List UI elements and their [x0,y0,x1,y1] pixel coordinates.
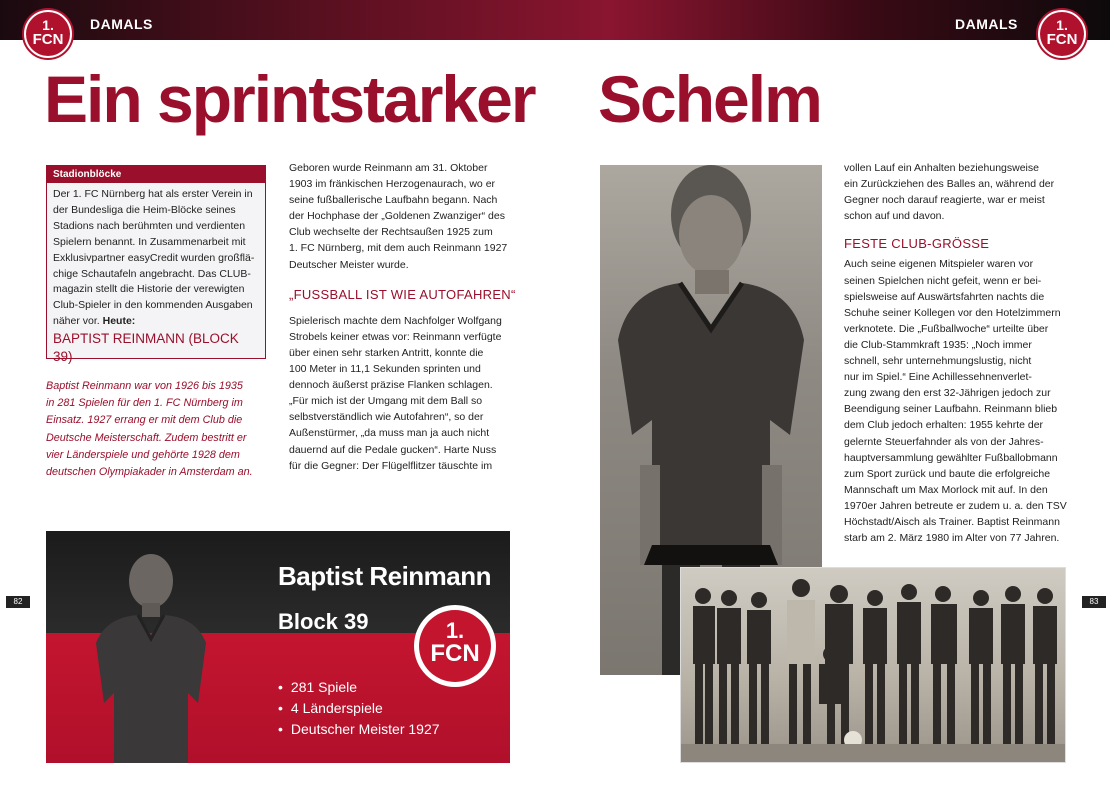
infobox-title: Stadionblöcke [47,166,265,183]
infobox-last-line: näher vor. [53,315,100,328]
player-banner [46,531,510,763]
text-line: spielsweise auf Auswärtsfahrten nachts die [844,290,1045,303]
stat-international: • 4 Länderspiele [278,698,440,719]
text-line: Auch seine eigenen Mitspieler waren vor [844,258,1034,271]
infobox-line: Stadions nach berühmten und verdienten [53,219,246,232]
intro-line: Deutsche Meisterschaft. Zudem bestritt er [46,431,247,444]
infobox-line [53,314,259,330]
text-line: vollen Lauf ein Anhalten beziehungsweise [844,162,1039,174]
infobox-line: magazin stellt die Historie der verewigten [53,283,245,296]
infobox-line: Der 1. FC Nürnberg hat als erster Verein in [53,188,253,200]
logo-text-1: 1. [1056,17,1068,33]
text-line: der Hochphase der „Goldenen Zwanziger“ des [289,210,505,223]
banner-block: Block 39 [278,609,369,634]
intro-line: in 281 Spielen für den 1. FC Nürnberg im [46,397,243,410]
text-line: ein Zurückziehen des Balles an, während der [844,178,1055,191]
infobox-line: chige Schautafeln angebracht. Das CLUB- [53,267,251,280]
infobox-highlight: BAPTIST REINMANN (BLOCK 39) [53,331,239,365]
subhead-club-groesse: FESTE CLUB-GRÖSSE [844,236,990,252]
text-line: 1903 im fränkischen Herzogenaurach, wo er [289,178,496,191]
text-line: verknotete. Die „Fußballwoche“ urteilte über [844,322,1049,335]
infobox-line: Spielern benannt. In Zusammenarbeit mit [53,235,246,248]
intro-line: Baptist Reinmann war von 1926 bis 1935 [46,380,243,392]
text-line: „Für mich ist der Umgang mit dem Ball so [289,395,483,408]
club-logo-left [22,8,74,60]
text-line: Deutscher Meister wurde. [289,258,409,271]
text-line: Gegner noch darauf reagierte, war er meist [844,194,1045,207]
page-number-left: 82 [6,596,30,608]
logo-text-1: 1. [445,618,465,643]
banner-player-name: Baptist Reinmann [278,561,492,591]
text-line: Schuhe seiner Kollegen vor den Hotelzimmern [844,306,1061,319]
text-line: Höchstadt/Aisch als Trainer. Baptist Reinmann [844,515,1060,528]
text-line: starb am 2. März 1980 im Alter von 77 Jahren. [844,532,1060,545]
stat-games: • 281 Spiele [278,677,440,698]
text-line: seinen Spielchen nicht gefeit, wenn er bei- [844,274,1042,287]
text-line: schon auf und davon. [844,210,945,223]
stadium-blocks-box [46,165,266,365]
intro-text [46,378,268,481]
logo-text-2: FCN [32,31,64,48]
infobox-body [47,183,265,370]
text-line: zum Sport zurück und baute die erfolgreiche [844,467,1051,480]
article-column-3 [844,160,1074,546]
text-line: Club wechselte der Rechtsaußen 1925 zum [289,226,493,239]
text-line: dauernd auf die Pedale gucken“. Harte Nuss [289,443,497,456]
team-photo [680,567,1066,763]
logo-text-2: FCN [430,640,480,667]
subhead-autofahren: „FUSSBALL IST WIE AUTOFAHREN“ [289,286,516,302]
club-logo-banner [414,605,496,687]
text-line: für die Gegner: Der Flügelflitzer täuschte im [289,459,493,472]
page-number-right: 83 [1082,596,1106,608]
text-line: über einen sehr starken Antritt, konnte die [289,346,484,359]
text-line: Spielerisch machte dem Nachfolger Wolfgang [289,314,502,327]
infobox-line: Exklusivpartner easyCredit wurden großflä- [53,251,255,264]
section-label-left: DAMALS [90,16,153,32]
text-line: 1. FC Nürnberg, mit dem auch Reinmann 1927 [289,242,508,255]
section-label-right: DAMALS [955,16,1018,32]
text-line: die Club-Stammkraft 1935: „Noch immer [844,338,1032,351]
text-line: dennoch äußerst präzise Flanken schlagen. [289,379,493,392]
headline-left: Ein sprintstarker [44,62,535,136]
club-logo-right [1036,8,1088,60]
infobox-line: Club-Spieler in den kommenden Ausgaben [53,299,253,312]
text-line: selbstverständlich wie Autofahren“, so der [289,411,484,424]
header-bar [0,0,1110,40]
player-silhouette-image [76,543,226,763]
intro-line: Einsatz. 1927 errang er mit dem Club die [46,414,243,427]
banner-stats [278,677,440,740]
text-line: 1970er Jahren betreute er zudem u. a. den TSV [844,499,1067,512]
text-line: Geboren wurde Reinmann am 31. Oktober [289,162,488,174]
text-line: Strobels keiner etwas vor: Reinmann verfügte [289,330,502,343]
infobox-line: der Bundesliga die Heim-Blöcke seines [53,203,236,216]
text-line: seine fußballerische Laufbahn begann. Nach [289,194,498,207]
text-line: zung zwang den erst 32-Jährigen jedoch zur [844,387,1051,400]
text-line: Beendigung seiner Laufbahn. Reinmann blieb [844,403,1058,416]
stat-champion: • Deutscher Meister 1927 [278,719,440,740]
text-line: nur im Spiel.“ Eine Achillessehnenverlet- [844,371,1032,384]
text-line: schnell, sehr unternehmungslustig, nicht [844,355,1032,368]
intro-line: deutschen Olympiakader in Amsterdam an. [46,466,253,479]
team-illustration [681,568,1066,763]
logo-text-2: FCN [1046,31,1078,48]
headline-right: Schelm [598,62,821,136]
text-line: gelernte Steuerfahnder als von der Jahres- [844,435,1044,448]
article-column-2 [289,160,519,474]
text-line: Mannschaft um Max Morlock mit auf. In den [844,483,1048,496]
text-line: dem Club jedoch erhalten: 1955 kehrte der [844,419,1044,432]
logo-text-1: 1. [42,17,54,33]
intro-line: vier Länderspiele und gehörte 1928 dem [46,448,240,461]
text-line: 100 Meter in 11,1 Sekunden sprinten und [289,363,481,376]
text-line: Außenstürmer, „da muss man ja auch nicht [289,427,490,440]
text-line: hauptversammlung gewählter Fußballobmann [844,451,1058,464]
infobox-heute: Heute: [102,315,136,328]
